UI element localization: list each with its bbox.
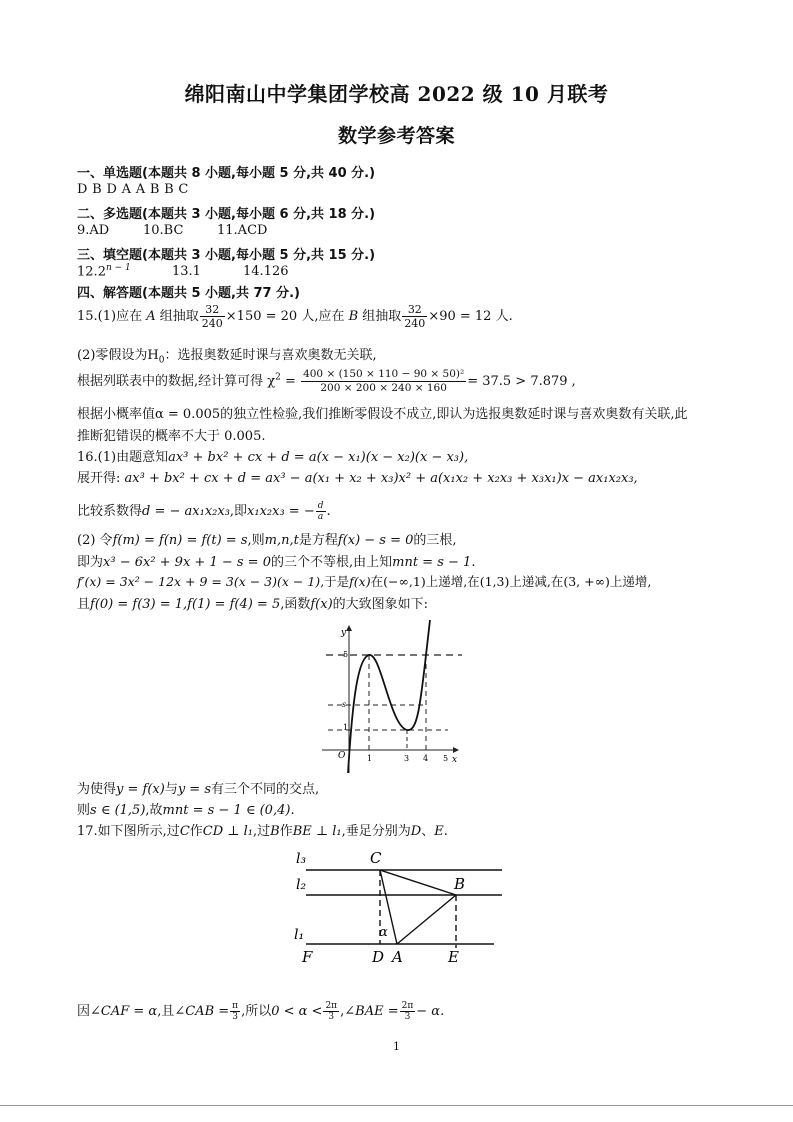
fraction-numerator: 32 [402,303,427,317]
q16-l6-c: f(x) [349,574,371,589]
q17-l1-h: 、 [421,824,435,839]
q16-l7-a: 且 [77,597,91,612]
q16-l4-d: m,n,t [264,533,299,548]
q15-chi-square [77,368,576,395]
answer-11: 11.ACD [217,223,268,238]
q16-l3-c: ,即 [229,504,248,519]
q17-l2-f: 0 < α < [271,1004,323,1019]
fraction-denominator: 240 [404,317,426,330]
label-l2: l₂ [296,877,307,893]
q16-l3-a: 比较系数得 [77,504,143,519]
q17-l1-b: 作 [189,824,203,839]
segment-ab [397,895,456,944]
label-l1: l₁ [294,927,305,943]
q15-chi-result: = 37.5 > 7.879 , [467,374,576,389]
label-b: B [454,875,466,893]
fraction-denominator: 3 [232,1012,238,1022]
q16-line8 [77,778,319,797]
q16-l9-a: 则 [77,803,91,818]
q16-l2-a: 展开得: [77,471,125,486]
parallel-lines-figure [288,844,508,969]
chi-square-fraction [301,368,466,395]
label-alpha: α [379,925,388,940]
q15-conclusion-line2: 推断犯错误的概率不大于 0.005. [77,429,266,444]
answer-12-exponent: n − 1 [105,263,131,273]
q17-l1-i: . [443,824,448,839]
fraction-d-over-a [316,501,326,522]
fraction-2pi-over-3-b [400,1001,416,1022]
q16-l4-a: (2) 令 [77,533,113,548]
q16-l6-e: (−∞,1) [383,574,426,589]
section-heading-single-choice: 一、单选题(本题共 8 小题,每小题 5 分,共 40 分.) [77,166,376,181]
q16-l5-c: 的三个不等根,由上知 [270,555,393,570]
fraction-pi-over-3 [230,1001,240,1022]
label-e: E [448,948,459,966]
tick-y-1: 1 [343,723,349,732]
label-d: D [372,948,385,966]
q16-l6-d: 在 [370,574,384,589]
q15-part1-d: 组抽取 [362,309,402,324]
q16-l5-d: mnt = s − 1 [392,555,472,570]
q17-l2-i: − α. [416,1004,445,1019]
section-heading-multi-choice: 二、多选题(本题共 3 小题,每小题 6 分,共 18 分.) [77,207,376,222]
q17-l2-e: ,所以 [241,1004,272,1019]
q15-chi-text: 根据列联表中的数据,经计算可得 χ [77,374,276,389]
q15-part2-hypothesis [77,344,377,366]
q17-point-e: E [434,824,444,839]
cubic-function-graph [312,618,462,778]
q17-line1 [77,820,448,839]
answer-12-prefix: 12. [77,264,98,280]
q16-l4-b: f(m) = f(n) = f(t) = s [112,533,248,548]
group-b-label: B [348,309,359,324]
tick-x-1: 1 [367,754,373,763]
q17-l2-d: ∠CAB = [174,1004,230,1019]
q15-part1-e: ×90 = 12 人. [428,309,513,324]
q16-l1-b: ax³ + bx² + cx + d = a(x − x₁)(x − x₂)(x − x₃), [168,450,469,465]
q16-l7-d: f(x) [310,597,333,612]
x-axis-label: x [452,755,458,765]
fraction-2pi-over-3-a [323,1001,339,1022]
group-a-label: A [146,309,156,324]
q16-l4-g: 的三根, [413,533,457,548]
q17-point-b: B [270,824,280,839]
q16-line6 [77,572,651,590]
answer-13: 13.1 [172,264,201,279]
fraction-32-240-b [402,303,427,330]
q15-part1-a: 15.(1)应在 [77,309,143,324]
q16-l5-a: 即为 [77,555,104,570]
tick-y-5: 5 [343,650,349,659]
q16-l6-i: (3, +∞) [563,574,610,589]
chi-sup: 2 [275,372,281,383]
q17-l2-a: 因 [77,1004,91,1019]
q16-l6-a: f′(x) = 3x² − 12x + 9 = 3(x − 3)(x − 1) [77,574,321,589]
section-heading-solutions: 四、解答题(本题共 5 小题,共 77 分.) [77,286,300,301]
q16-l9-e: . [290,803,295,818]
answer-12-base: 2 [97,264,106,280]
q17-l1-g: ,垂足分别为 [341,824,411,839]
page-title: 绵阳南山中学集团学校高 2022 级 10 月联考 [184,82,609,106]
q16-l9-d: mnt = s − 1 ∈ (0,4) [162,803,291,818]
page-subtitle: 数学参考答案 [337,125,455,147]
q16-l5-b: x³ − 6x² + 9x + 1 − s = 0 [103,555,271,570]
q16-l2-b: ax³ + bx² + cx + d = ax³ − a(x₁ + x₂ + x₃)x² + a(x₁x₂ + x₂x₃ + x₃x₁)x − ax₁x₂x₃, [124,471,638,486]
page-number: 1 [393,1040,400,1053]
q17-point-c: C [179,824,190,839]
q15-part1-b: 组抽取 [159,309,199,324]
q16-l6-j: 上递增, [609,574,652,589]
fraction-numerator: 2π [401,1001,414,1011]
origin-label: O [338,751,346,761]
q16-l7-c: ,函数 [280,597,311,612]
q16-l4-e: 是方程 [298,533,338,548]
q16-l9-c: ,故 [145,803,163,818]
answer-12 [77,263,131,279]
fraction-denominator: 3 [328,1012,335,1022]
chi-denominator: 200 × 200 × 240 × 160 [320,382,447,394]
answer-14: 14.126 [243,264,289,279]
answer-10: 10.BC [143,223,184,238]
answer-9: 9.AD [77,223,110,238]
fraction-numerator: d [317,501,324,511]
fraction-denominator: a [317,512,324,522]
section-heading-fill-blank: 三、填空题(本题共 3 小题,每小题 5 分,共 15 分.) [77,248,376,263]
q16-line1 [77,446,468,465]
q16-l1-a: 16.(1)由题意知 [77,450,169,465]
q17-line2 [77,1000,444,1022]
q16-l8-c: 与 [164,782,178,797]
q17-l2-b: ∠CAF = α [90,1004,158,1019]
tick-x-5: 5 [443,754,449,763]
q17-l1-c: CD ⊥ l₁ [202,824,254,839]
q16-l4-f: f(x) − s = 0 [337,533,414,548]
fraction-denominator: 240 [201,317,223,330]
q16-l3-e: . [326,504,331,519]
q16-line7 [77,593,428,612]
label-c: C [370,849,382,867]
h0-subscript: 0 [158,355,165,366]
q16-l6-f: 上递增,在 [425,574,480,589]
q16-line2 [77,467,638,486]
q15-part1-c: ×150 = 20 人,应在 [225,309,345,324]
q16-line4 [77,529,457,548]
fraction-denominator: 3 [404,1012,411,1022]
fraction-32-240-a [200,303,225,330]
fraction-numerator: 2π [325,1001,338,1011]
tick-x-3: 3 [404,754,410,763]
q16-l7-b: f(0) = f(3) = 1,f(1) = f(4) = 5 [90,597,281,612]
q16-l3-b: d = − ax₁x₂x₃ [142,504,230,519]
single-choice-answers: D B D A A B B C [77,182,189,197]
q16-l4-c: ,则 [247,533,265,548]
q15-part2-b: ：选报奥数延时课与喜欢奥数无关联, [164,348,377,363]
q17-l1-e: 作 [279,824,293,839]
segment-cb [380,870,456,895]
chi-numerator: 400 × (150 × 110 − 90 × 50)² [303,368,465,380]
fraction-numerator: π [232,1001,239,1011]
q15-chi-eq: = [280,374,301,389]
y-axis-label: y [341,628,347,638]
q16-line9 [77,799,295,818]
label-l3: l₃ [296,851,307,867]
q16-l3-d: x₁x₂x₃ = − [247,504,315,519]
label-f: F [302,948,313,966]
q17-l2-c: ,且 [157,1004,175,1019]
q17-l1-f: BE ⊥ l₁ [292,824,342,839]
q16-l9-b: s ∈ (1,5) [90,803,146,818]
q17-l1-d: ,过 [253,824,271,839]
q16-l8-b: y = f(x) [116,782,165,797]
q17-l2-g: , [340,1004,345,1019]
q16-l8-e: 有三个不同的交点, [211,782,320,797]
q16-l6-b: ,于是 [320,574,350,589]
q15-part1 [77,303,513,330]
q17-l2-h: ∠BAE = [344,1004,399,1019]
q17-point-d: D [410,824,422,839]
q16-l8-d: y = s [177,782,212,797]
q16-line5 [77,551,475,570]
tick-x-4: 4 [423,754,429,763]
q16-line3 [77,500,331,522]
q16-l6-h: 上递减,在 [509,574,564,589]
q16-l8-a: 为使得 [77,782,117,797]
tick-y-s: s [342,700,347,709]
page-bottom-rule [0,1105,793,1106]
q16-l7-e: 的大致图象如下: [332,597,429,612]
fraction-numerator: 32 [200,303,225,317]
q16-l5-e: . [471,555,476,570]
label-a: A [392,948,403,966]
q17-l1-a: 17.如下图所示,过 [77,824,180,839]
q15-conclusion-line1: 根据小概率值α = 0.005的独立性检验,我们推断零假设不成立,即认为选报奥数延时课与喜欢奥数有关联,此 [77,407,688,422]
q16-l6-g: (1,3) [479,574,510,589]
q15-part2-a: (2)零假设为H [77,348,159,363]
